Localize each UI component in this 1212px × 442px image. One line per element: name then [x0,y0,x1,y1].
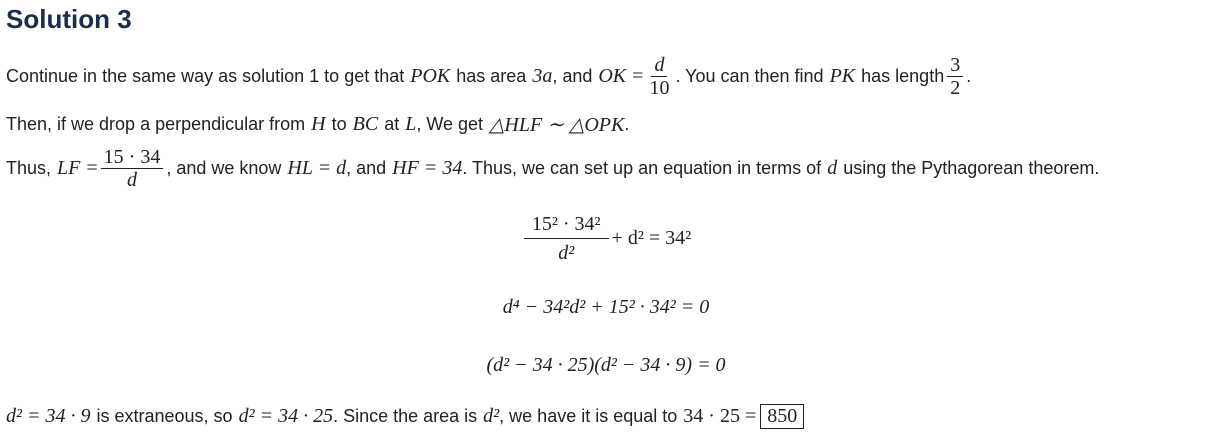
math-extraneous-root: d² = 34 · 9 [6,405,91,427]
text: Thus, [6,158,52,178]
text: . Thus, we can set up an equation in terms of [462,158,822,178]
fraction-numerator: 3 [947,54,963,77]
paragraph-2 [6,112,629,137]
math-valid-root: d² = 34 · 25 [238,405,334,427]
math-area-d2: d² [483,405,500,427]
fraction-denominator: 2 [950,77,961,99]
fraction-denominator: d [126,169,137,191]
text: using the Pythagorean theorem. [843,158,1100,178]
math-d: d [827,157,838,179]
fraction-numerator: 15² · 34² [524,210,609,239]
text: , and we know [166,158,282,178]
equation-1 [0,210,1212,267]
text: , and [552,66,593,86]
math-eq: = [632,65,644,87]
math-hf: HF = 34 [392,157,463,179]
math-ok: OK [598,65,627,87]
text: , we have it is equal to [499,406,678,426]
equation-2 [0,296,1212,319]
equation-3-text: (d² − 34 · 25)(d² − 34 · 9) = 0 [486,354,726,376]
fraction-numerator: d [651,54,667,77]
math-bc: BC [352,113,379,135]
math-similar-triangles: △HLF ∼ △OPK [489,114,625,136]
equation-rest: + d² = 34² [611,227,692,249]
text: Then, if we drop a perpendicular from [6,114,306,134]
fraction-15x34-over-d [101,146,164,191]
math-product: 34 · 25 = [683,405,757,427]
equation-2-text: d⁴ − 34²d² + 15² · 34² = 0 [502,296,710,318]
equation-3 [0,354,1212,377]
text: , and [346,158,387,178]
fraction-equation-1 [524,210,609,267]
fraction-denominator: 10 [649,77,670,99]
fraction-denominator: d² [558,242,575,264]
paragraph-3 [6,146,1099,191]
text: has area [456,66,527,86]
paragraph-1 [6,54,971,99]
math-pk: PK [829,65,856,87]
text: has length [861,66,945,86]
text: Continue in the same way as solution 1 to get that [6,66,405,86]
text: . [624,114,630,134]
text: is extraneous, so [96,406,233,426]
fraction-d-over-10 [646,54,672,99]
fraction-3-over-2 [947,54,963,99]
math-lf: LF [57,157,81,179]
text: . You can then find [675,66,824,86]
math-eq: = [86,157,98,179]
paragraph-4 [6,404,804,429]
math-l: L [405,113,417,135]
math-hl: HL = d [287,157,347,179]
math-h: H [311,113,326,135]
solution-heading: Solution 3 [6,4,132,34]
text: , We get [416,114,484,134]
math-pok: POK [410,65,451,87]
text: . [966,66,972,86]
text: at [384,114,400,134]
fraction-numerator: 15 · 34 [101,146,164,169]
boxed-answer: 850 [760,404,804,429]
math-area: 3a [532,65,553,87]
text: . Since the area is [333,406,478,426]
text: to [331,114,347,134]
